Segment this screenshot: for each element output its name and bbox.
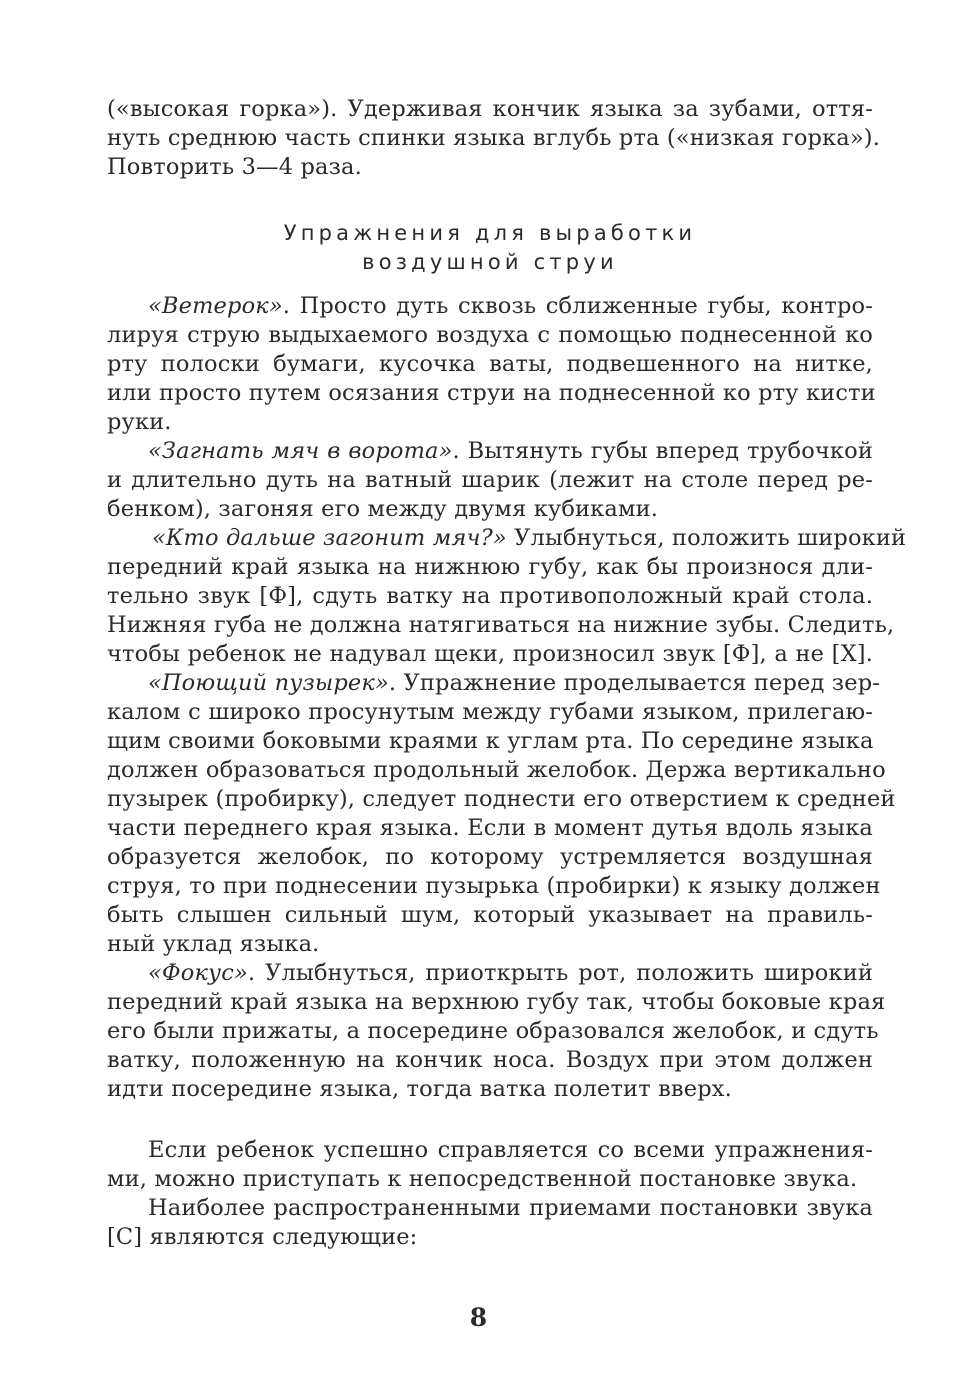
text-line: части переднего края языка. Если в момент дутья вдоль языка bbox=[107, 815, 873, 841]
page-number: 8 bbox=[469, 1303, 488, 1332]
text-line: должен образоваться продольный желобок. Держа вертикально bbox=[107, 757, 886, 783]
text-line: рту полоски бумаги, кусочка ваты, подвешенного на нитке, bbox=[107, 351, 873, 377]
exercise-title: «Загнать мяч в ворота» bbox=[148, 438, 453, 464]
exercise-vorota-first-line bbox=[148, 437, 873, 466]
text-line: тельно звук [Ф], сдуть ватку на противоположный край стола. bbox=[107, 583, 873, 609]
exercise-dalshe-first-line bbox=[152, 524, 907, 553]
text-line: пузырек (пробирку), следует поднести его отверстием к средней bbox=[107, 786, 896, 812]
text-line: ми, можно приступать к непосредственной постановке звука. bbox=[107, 1166, 858, 1192]
text-line: образуется желобок, по которому устремляется воздушная bbox=[107, 844, 873, 870]
text-line: его были прижаты, а посередине образовался желобок, и сдуть bbox=[107, 1018, 879, 1044]
exercise-puzyrek-first-line bbox=[148, 669, 880, 698]
text-run: . Улыбнуться, приоткрыть рот, положить широкий bbox=[247, 960, 873, 986]
text-line: лируя струю выдыхаемого воздуха с помощью поднесенной ко bbox=[107, 322, 873, 348]
text-run: . Упражнение проделывается перед зер- bbox=[388, 670, 880, 696]
text-line: ный уклад языка. bbox=[107, 931, 320, 957]
text-line: [С] являются следующие: bbox=[107, 1224, 418, 1250]
text-line: передний край языка на нижнюю губу, как бы произнося дли- bbox=[107, 554, 873, 580]
exercise-veterok-first-line bbox=[148, 292, 873, 321]
text-line: Наиболее распространенными приемами постановки звука bbox=[148, 1195, 873, 1221]
text-line: руки. bbox=[107, 409, 172, 435]
text-line: и длительно дуть на ватный шарик (лежит на столе перед ре- bbox=[107, 467, 873, 493]
exercise-title: «Ветерок» bbox=[148, 293, 283, 319]
section-heading-line-1: Упражнения для выработки bbox=[283, 221, 697, 245]
section-heading-line-2: воздушной струи bbox=[362, 250, 618, 274]
text-line: или просто путем осязания струи на поднесенной ко рту кисти bbox=[107, 380, 876, 406]
text-line: Если ребенок успешно справляется со всеми упражнения- bbox=[148, 1137, 873, 1163]
text-line: быть слышен сильный шум, который указывает на правиль- bbox=[107, 902, 873, 928]
exercise-title: «Поющий пузырек» bbox=[148, 670, 389, 696]
text-line: нуть среднюю часть спинки языка вглубь рта («низкая горка»). bbox=[107, 125, 881, 151]
exercise-title: «Фокус» bbox=[148, 960, 248, 986]
exercise-fokus-first-line bbox=[148, 959, 873, 988]
text-line: Нижняя губа не должна натягиваться на нижние зубы. Следить, bbox=[107, 612, 895, 638]
text-line: передний край языка на верхнюю губу так, чтобы боковые края bbox=[107, 989, 886, 1015]
text-line: бенком), загоняя его между двумя кубиками. bbox=[107, 496, 659, 522]
text-line: («высокая горка»). Удерживая кончик языка за зубами, оття- bbox=[107, 96, 873, 122]
text-line: ватку, положенную на кончик носа. Воздух при этом должен bbox=[107, 1047, 873, 1073]
text-run: . Вытянуть губы вперед трубочкой bbox=[452, 438, 873, 464]
text-line: Повторить 3—4 раза. bbox=[107, 154, 362, 180]
text-line: калом с широко просунутым между губами языком, прилегаю- bbox=[107, 699, 873, 725]
text-run: Улыбнуться, положить широкий bbox=[506, 525, 907, 551]
text-line: идти посередине языка, тогда ватка полетит вверх. bbox=[107, 1076, 732, 1102]
exercise-title: «Кто дальше загонит мяч?» bbox=[152, 525, 507, 551]
text-line: щим своими боковыми краями к углам рта. По середине языка bbox=[107, 728, 874, 754]
text-line: струя, то при поднесении пузырька (пробирки) к языку должен bbox=[107, 873, 881, 899]
text-line: чтобы ребенок не надувал щеки, произносил звук [Ф], а не [Х]. bbox=[107, 641, 873, 667]
text-run: . Просто дуть сквозь сближенные губы, контро- bbox=[282, 293, 873, 319]
